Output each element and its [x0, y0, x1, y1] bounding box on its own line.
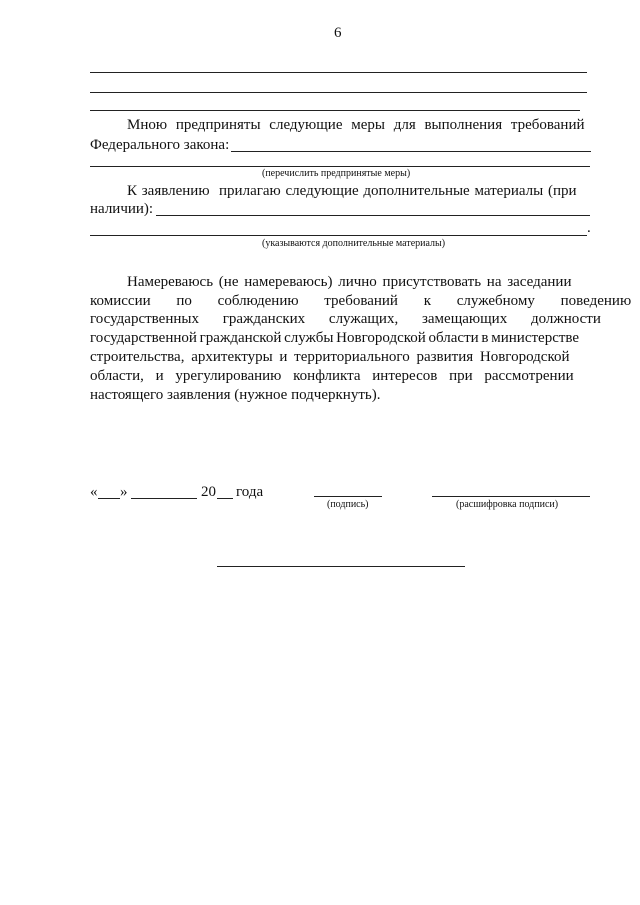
intention-line: настоящего заявления (нужное подчеркнуть).	[90, 387, 381, 403]
date-month-line	[131, 498, 197, 499]
signature-decoding-caption: (расшифровка подписи)	[456, 499, 559, 510]
intention-line: Намереваюсь (не намереваюсь) лично присутствовать на заседании	[127, 274, 572, 290]
page-number: 6	[334, 25, 342, 41]
intention-line: государственных гражданских служащих, замещающих должности	[90, 311, 601, 327]
intention-line: государственной гражданской службы Новгородской области в министерстве	[90, 330, 580, 346]
date-close-quote: »	[120, 484, 128, 500]
date-day-line	[98, 498, 120, 499]
intention-line: области, и урегулированию конфликта интересов при рассмотрении	[90, 368, 574, 384]
attachments-end-mark: .	[587, 220, 591, 236]
intention-line: строительства, архитектуры и территориального развития Новгородской	[90, 349, 570, 365]
measures-caption: (перечислить предпринятые меры)	[262, 168, 411, 179]
attachments-caption: (указываются дополнительные материалы)	[262, 238, 446, 249]
date-year-prefix: 20	[201, 484, 216, 500]
date-year-suffix: года	[236, 484, 264, 500]
blank-line	[90, 235, 587, 236]
signature-decoding-line	[432, 496, 590, 497]
intention-line: комиссии по соблюдению требований к служебному поведению	[90, 293, 632, 309]
measures-fill-line	[231, 151, 591, 152]
attachments-line-1: К заявлению прилагаю следующие дополнительные материалы (при	[127, 183, 577, 199]
blank-line	[90, 110, 580, 111]
blank-line	[90, 166, 590, 167]
attachments-fill-line	[156, 215, 590, 216]
date-year-line	[217, 498, 233, 499]
closing-rule	[217, 566, 465, 567]
signature-line	[314, 496, 382, 497]
blank-line	[90, 92, 587, 93]
measures-line-2-label: Федерального закона:	[90, 137, 230, 153]
measures-line-1	[127, 116, 592, 134]
measures-text: Мною предприняты следующие меры для выполнения требований	[127, 117, 585, 133]
blank-line	[90, 72, 587, 73]
date-open-quote: «	[90, 484, 98, 500]
attachments-line-2-label: наличии):	[90, 201, 154, 217]
signature-caption: (подпись)	[327, 499, 369, 510]
